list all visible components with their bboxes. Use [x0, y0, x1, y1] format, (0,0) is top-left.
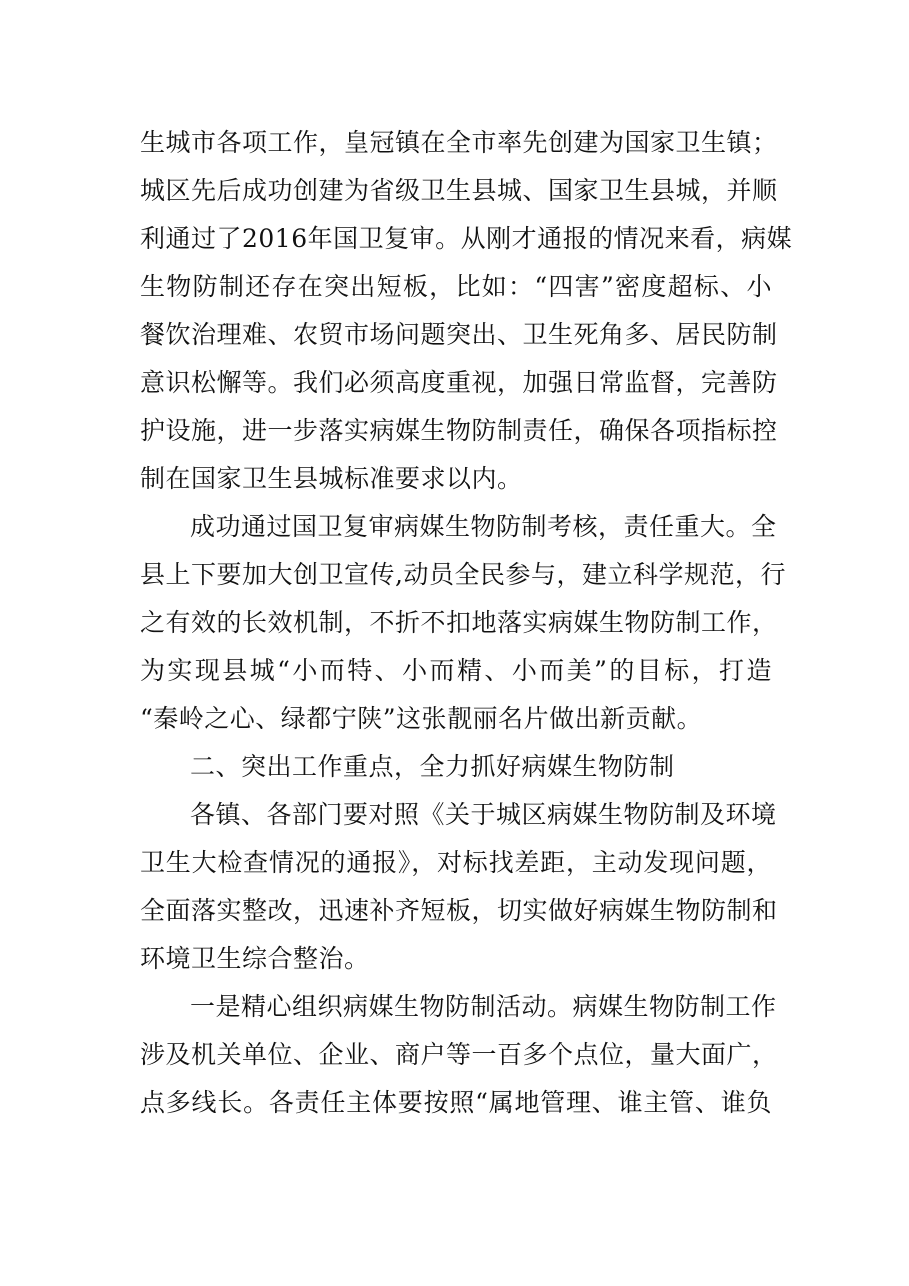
heading-line: 二、突出工作重点，全力抓好病媒生物防制 — [190, 752, 675, 781]
text-line: 之有效的长效机制，不折不扣地落实病媒生物防制工作， — [140, 608, 778, 637]
text-line: 护设施，进一步落实病媒生物防制责任，确保各项指标控 — [140, 416, 778, 445]
paragraph-4 — [140, 983, 778, 1127]
text-line: 餐饮治理难、农贸市场问题突出、卫生死角多、居民防制 — [140, 320, 778, 349]
text-line: “秦岭之心、绿都宁陕”这张靓丽名片做出新贡献。 — [140, 704, 703, 733]
text-line: 生物防制还存在突出短板，比如：“四害”密度超标、小 — [140, 272, 772, 301]
text-line: 各镇、各部门要对照《关于城区病媒生物防制及环境 — [190, 800, 777, 829]
text-line: 制在国家卫生县城标准要求以内。 — [140, 464, 523, 493]
text-line: 意识松懈等。我们必须高度重视，加强日常监督，完善防 — [140, 368, 778, 397]
text-line: 一是精心组织病媒生物防制活动。病媒生物防制工作 — [190, 992, 777, 1021]
paragraph-2 — [140, 503, 786, 743]
text-line: 城区先后成功创建为省级卫生县城、国家卫生县城，并顺 — [140, 176, 778, 205]
paragraph-1 — [140, 119, 793, 503]
text-line: 为实现县城“小而特、小而精、小而美”的目标，打造 — [140, 656, 772, 685]
text-line: 利通过了2016年国卫复审。从刚才通报的情况来看，病媒 — [140, 224, 793, 253]
text-line: 全面落实整改，迅速补齐短板，切实做好病媒生物防制和 — [140, 896, 778, 925]
section-heading — [140, 743, 772, 791]
text-line: 涉及机关单位、企业、商户等一百多个点位，量大面广， — [140, 1040, 778, 1069]
text-line: 生城市各项工作，皇冠镇在全市率先创建为国家卫生镇； — [140, 128, 778, 157]
text-line: 成功通过国卫复审病媒生物防制考核，责任重大。全 — [190, 512, 777, 541]
document-body — [140, 119, 793, 1127]
text-line: 卫生大检查情况的通报》，对标找差距，主动发现问题， — [140, 848, 772, 877]
text-line: 县上下要加大创卫宣传,动员全民参与，建立科学规范，行 — [140, 560, 786, 589]
text-line: 点多线长。各责任主体要按照“属地管理、谁主管、谁负 — [140, 1088, 772, 1117]
paragraph-3 — [140, 791, 778, 983]
text-line: 环境卫生综合整治。 — [140, 944, 370, 973]
